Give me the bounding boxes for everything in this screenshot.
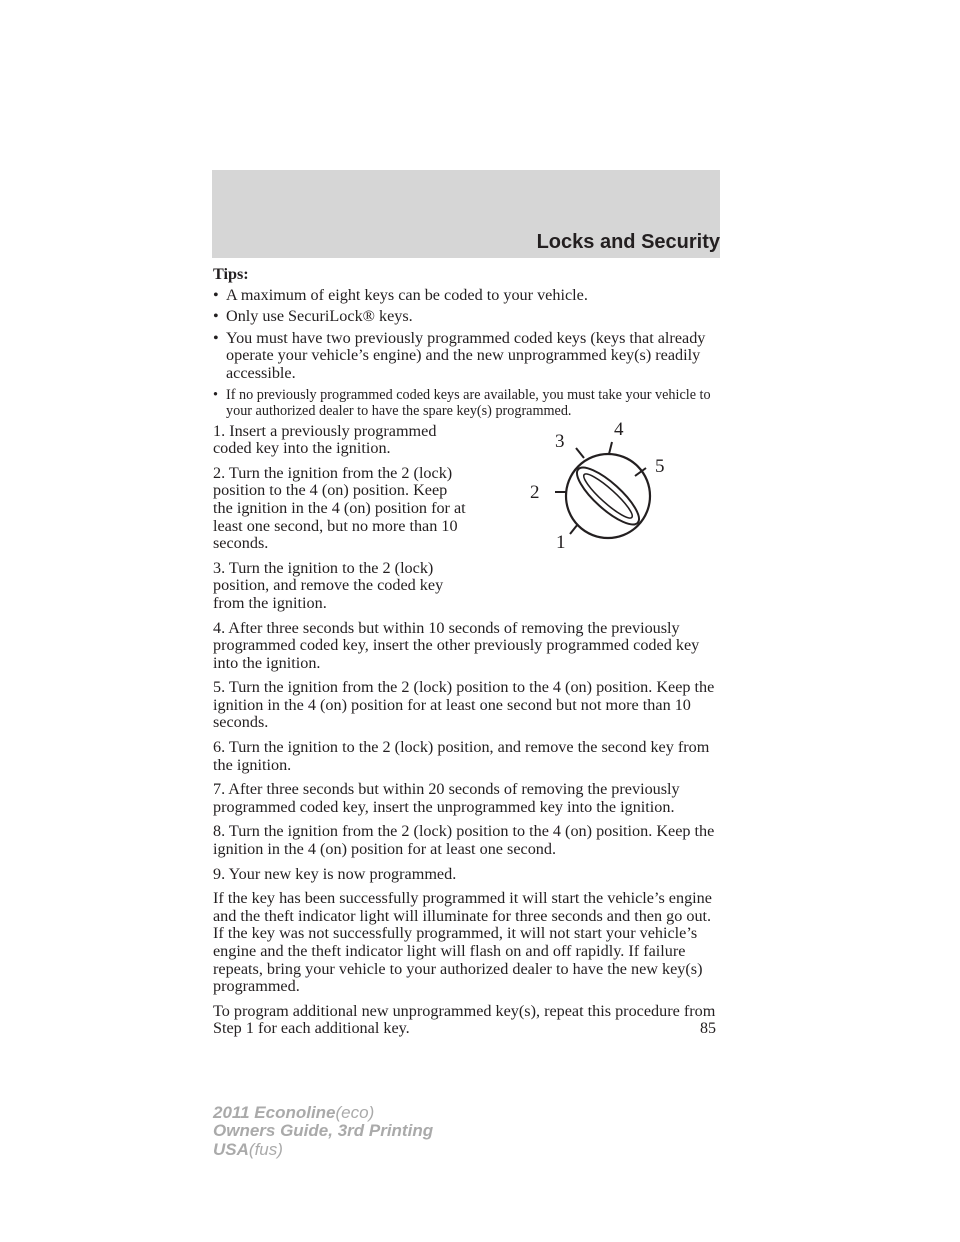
page-content (213, 266, 725, 1045)
ignition-positions-diagram (510, 416, 690, 566)
position-label-4: 4 (614, 419, 624, 440)
tip-item (213, 308, 725, 326)
footer-model: 2011 Econoline (213, 1103, 336, 1122)
position-label-2: 2 (530, 482, 540, 503)
position-1-tick (570, 524, 578, 534)
bullet-icon: • (213, 386, 218, 403)
bullet-icon: • (213, 328, 219, 347)
position-3-tick (576, 448, 584, 458)
footer (213, 1104, 433, 1159)
position-label-5: 5 (655, 456, 665, 477)
position-label-1: 1 (556, 532, 566, 553)
tip-text: Only use SecuriLock® keys. (226, 307, 413, 326)
step-3: 3. Turn the ignition to the 2 (lock) position, and remove the coded key from the ignition. (213, 558, 444, 612)
footer-line-1 (213, 1104, 433, 1122)
footer-market: USA (213, 1139, 249, 1159)
step-9: 9. Your new key is now programmed. (213, 864, 457, 883)
tip-item (213, 287, 725, 305)
footer-line-3 (213, 1141, 433, 1159)
footer-line-2 (213, 1122, 433, 1140)
step-1: 1. Insert a previously programmed coded key into the ignition. (213, 421, 437, 458)
step-6: 6. Turn the ignition to the 2 (lock) position, and remove the second key from the ignition. (213, 738, 710, 774)
position-label-3: 3 (555, 431, 565, 452)
page-number: 85 (700, 1020, 716, 1037)
section-title: Locks and Security (536, 231, 720, 253)
section-header-band (212, 170, 720, 258)
footer-guide: Owners Guide, 3rd Printing (213, 1121, 434, 1141)
result-paragraph: If the key has been successfully programmed it will start the vehicle’s engine and the theft indicator light will illuminate for three seconds and then go out. If the key was not successfully programmed, it will not start your vehicle’s engine and the theft indicator light will flash on and off rapidly. If failure repeats, bring your vehicle to your authorized dealer to have the new key(s) programmed. (213, 889, 712, 996)
step-4: 4. After three seconds but within 10 seconds of removing the previously programmed coded key, insert the other previously programmed coded key into the ignition. (213, 618, 700, 672)
step-5: 5. Turn the ignition from the 2 (lock) position to the 4 (on) position. Keep the ignition in the 4 (on) position for at least one second but not more than 10 seconds. (213, 678, 715, 732)
tip-item (213, 330, 725, 383)
footer-model-code: (eco) (335, 1103, 375, 1122)
position-4-tick (609, 442, 612, 454)
bullet-icon: • (213, 307, 219, 326)
step-8: 8. Turn the ignition from the 2 (lock) position to the 4 (on) position. Keep the ignition in the 4 (on) position for at least one second. (213, 822, 715, 859)
footer-market-code: (fus) (248, 1139, 283, 1159)
tip-item (213, 387, 725, 419)
tip-text: If no previously programmed coded keys are available, you must take your vehicle to your authorized dealer to have the spare key(s) programmed. (226, 386, 711, 419)
tip-text: You must have two previously programmed coded keys (keys that already operate your vehicle’s engine) and the new unprogrammed key(s) readily accessible. (226, 328, 706, 382)
step-7: 7. After three seconds but within 20 seconds of removing the previously programmed coded key, insert the unprogrammed key into the ignition. (213, 780, 680, 816)
additional-keys-paragraph: To program additional new unprogrammed key(s), repeat this procedure from Step 1 for each additional key. (213, 1001, 716, 1038)
bullet-icon: • (213, 285, 219, 304)
tip-text: A maximum of eight keys can be coded to your vehicle. (226, 285, 588, 304)
tips-heading: Tips: (213, 265, 249, 283)
step-2: 2. Turn the ignition from the 2 (lock) position to the 4 (on) position. Keep the ignition in the 4 (on) position for at least one second, but no more than 10 seconds. (213, 463, 466, 553)
ignition-svg (510, 416, 690, 566)
